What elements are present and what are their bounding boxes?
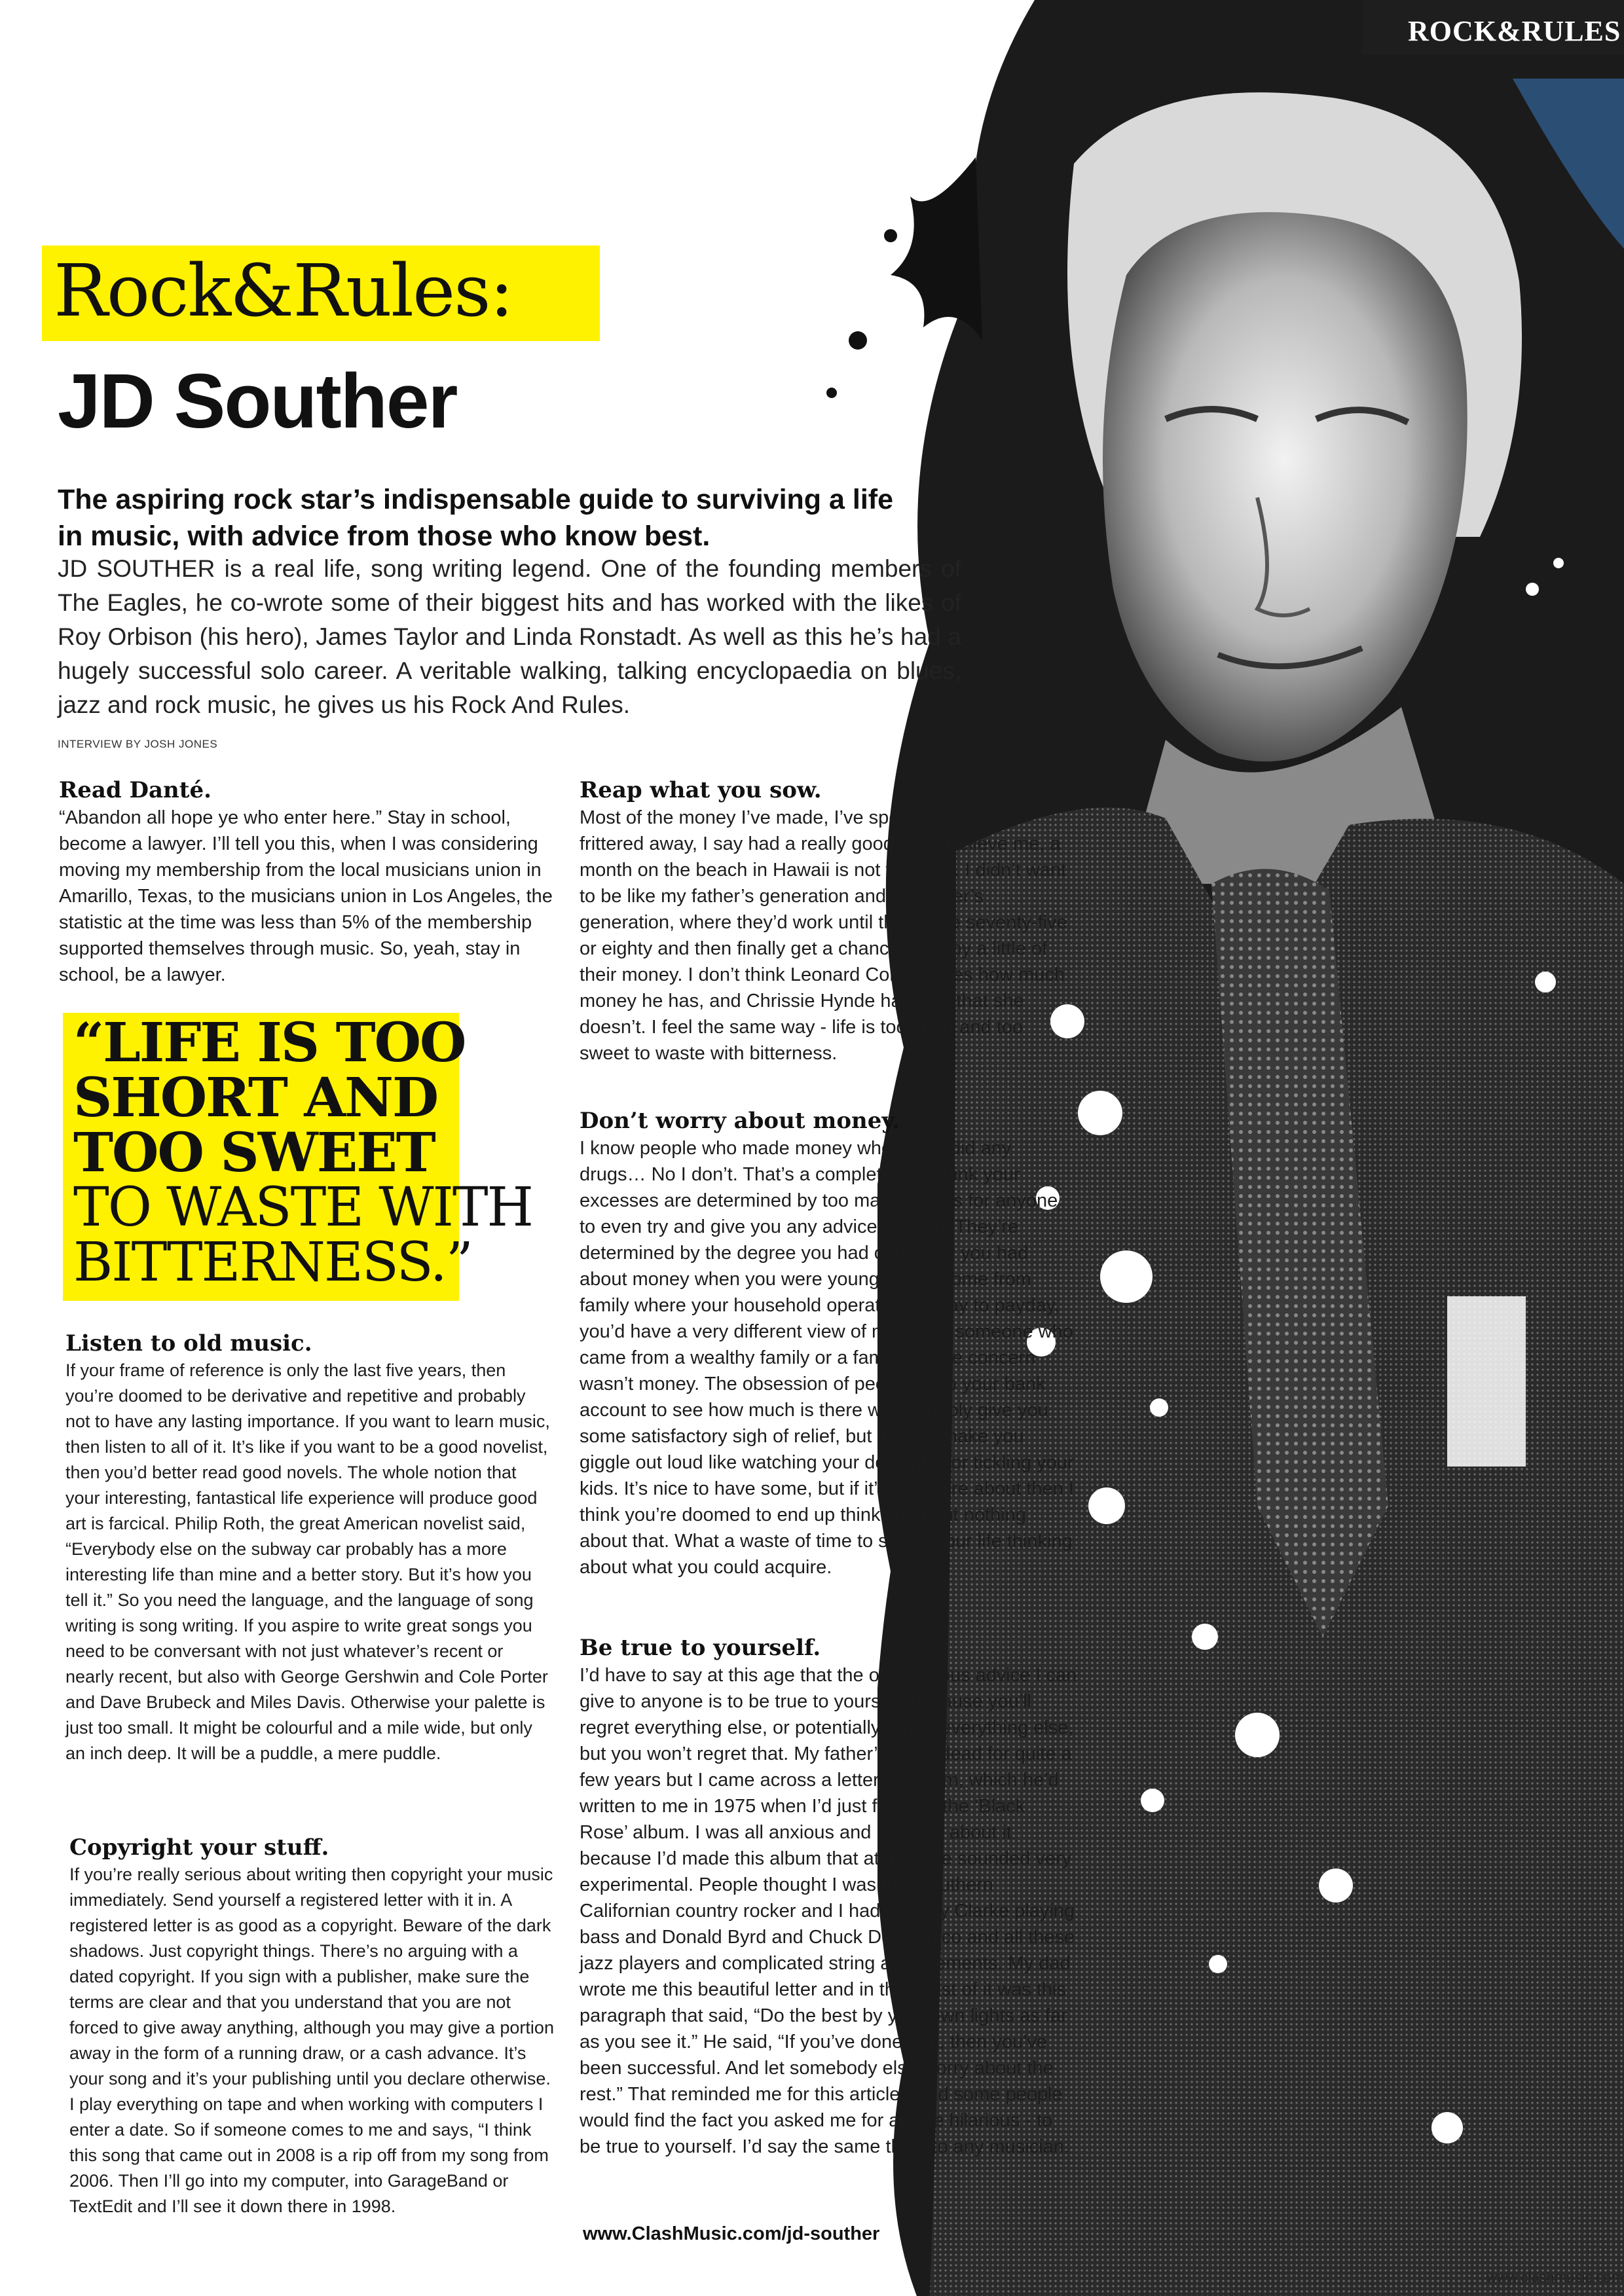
- section-body: If your frame of reference is only the last five years, then you’re doomed to be derivative and repetitive and probably not to have any lasting importance. If you want to learn music, then listen to all of it. It’s like if you want to be a good novelist, then you’d better read good novels. The whole notion that your interesting, fantastical life experience will produce good art is farcical. Philip Roth, the great American novelist said, “Everybody else on the subway car probably has a more interesting life than mine and a better story. But it’s how you tell it.” So you need the language, and the language of song writing is song writing. If you aspire to write great songs you need to be conversant with not just whatever’s recent or nearly recent, but also with George Gershwin and Cole Porter and Dave Brubeck and Miles Davis. Otherwise your palette is just too small. It might be colourful and a mile wide, but only an inch deep. It will be a puddle, a mere puddle.: [65, 1360, 550, 1763]
- section-tag-label: ROCK&RULES: [1408, 15, 1621, 47]
- section-listen-old-music: [65, 1329, 550, 1766]
- section-heading: Reap what you sow.: [580, 777, 822, 803]
- section-copyright: [69, 1833, 554, 2219]
- footer-url: www.clashmusic.com: [1486, 2269, 1624, 2286]
- standfirst: The aspiring rock star’s indispensable guide to surviving a life in music, with advice from those who know best.: [58, 484, 893, 552]
- article-url-link[interactable]: www.ClashMusic.com/jd-souther: [583, 2223, 880, 2244]
- intro-paragraph: JD SOUTHER is a real life, song writing legend. One of the founding members of The Eagles, he co-wrote some of their biggest hits and has worked with the likes of Roy Orbison (his hero), James Taylor and Linda Ronstadt. As well as this he’s had a hugely successful solo career. A veritable walking, talking encyclopaedia on blues, jazz and rock music, he gives us his Rock And Rules.: [58, 555, 961, 718]
- pullquote: [73, 1011, 545, 1294]
- section-body: If you’re really serious about writing then copyright your music immediately. Send yourself a registered letter with it in. A registered letter is as good as a copyright. Beware of the dark shadows. Just copyright things. There’s no arguing with a dated copyright. If you sign with a publisher, make sure the terms are clear and that you understand that you are not forced to give away anything, although you may give a portion away in the form of a running draw, or a cash advance. It’s your song and it’s your publishing until you declare otherwise. I play everything on tape and when working with computers I enter a date. So if someone comes to me and says, “I think this song that came out in 2008 is a rip off from my song from 2006. Then I’ll go into my computer, into GarageBand or TextEdit and I’ll see it down there in 1998.: [69, 1865, 554, 2216]
- section-money: [580, 1106, 1077, 1580]
- section-body: I know people who made money who never did any drugs… No I don’t. That’s a complete lie. I think your excesses are determined by too many factors for anyone to even try and give you any advice about it. They’re determined by the degree you had of anxiety you had about money when you were young. If you come from family where your household operated payday to payday, you’d have a very different view of money to someone who came from a wealthy family or a family whose concern wasn’t money. The obsession of peeking into your bank account to see how much is there will probably give you some satisfactory sigh of relief, but it won’t make you giggle out loud like watching your dogs play or tickling your kids. It’s nice to have some, but if it’s all you’re about then I think you’re doomed to end up thinking about nothing about that. What a waste of time to spend your life thinking about what you could acquire.: [580, 1138, 1074, 1578]
- section-heading: Read Danté.: [59, 777, 212, 803]
- section-heading: Copyright your stuff.: [69, 1834, 329, 1861]
- section-tag: [1362, 0, 1624, 55]
- section-heading: Listen to old music.: [65, 1330, 312, 1357]
- section-be-true: [580, 1633, 1077, 2160]
- page-subject: JD Souther: [58, 358, 457, 445]
- pullquote-light: TO WASTE WITH BITTERNESS.”: [73, 1176, 533, 1294]
- section-read-dante: [59, 776, 553, 988]
- section-body: Most of the money I’ve made, I’ve spent. Some say frittered away, I say had a really good time. Believe me, a month on the beach in Hawaii is not frittering. I didn’t want to be like my father’s generation and his father’s generation, where they’d work until they were seventy-five or eighty and then finally get a chance to enjoy a little of their money. I don’t think Leonard Cohen cares how much money he has, and Chrissie Hynde has said that she doesn’t. I feel the same way - life is too short and too sweet to waste with bitterness.: [580, 807, 1067, 1064]
- section-heading: Don’t worry about money.: [580, 1108, 900, 1134]
- page-title: Rock&Rules:: [54, 249, 513, 333]
- section-body: “Abandon all hope ye who enter here.” Stay in school, become a lawyer. I’ll tell you this, when I was considering moving my membership from the local musicians union in Amarillo, Texas, to the musicians union in Los Angeles, the statistic at the time was less than 5% of the membership supported themselves through music. So, yeah, stay in school, be a lawyer.: [59, 807, 553, 985]
- section-heading: Be true to yourself.: [580, 1635, 821, 1661]
- section-reap: [580, 776, 1077, 1066]
- section-body: I’d have to say at this age that the only serious advice I can give to anyone is to be true to yourself, because you’ll regret everything else, or potentially regret everything else, but you won’t regret that. My father’s been dead for quite a few years but I came across a letter from him, which he’d written to me in 1975 when I’d just finished the ‘Black Rose’ album. I was all anxious and nervous about it because I’d made this album that at the time sounded very experimental. People thought I was this Southern Californian country rocker and I had Stanley Clarke playing bass and Donald Byrd and Chuck Del’Monico and all these jazz players and complicated string arrangements. My dad wrote me this beautiful letter and in the midst of it was this paragraph that said, “Do the best by your own lights as far as you see it.” He said, “If you’ve done that, then you’ve been successful. And let somebody else worry about the rest.” That reminded me for this article - and some people would find the fact you asked me for advice hilarious - to be true to yourself. I’d say the same thing to any musician.: [580, 1665, 1077, 2157]
- interview-credit: INTERVIEW BY JOSH JONES: [58, 738, 218, 750]
- pullquote-bold: “LIFE IS TOO SHORT AND TOO SWEET: [73, 1011, 466, 1184]
